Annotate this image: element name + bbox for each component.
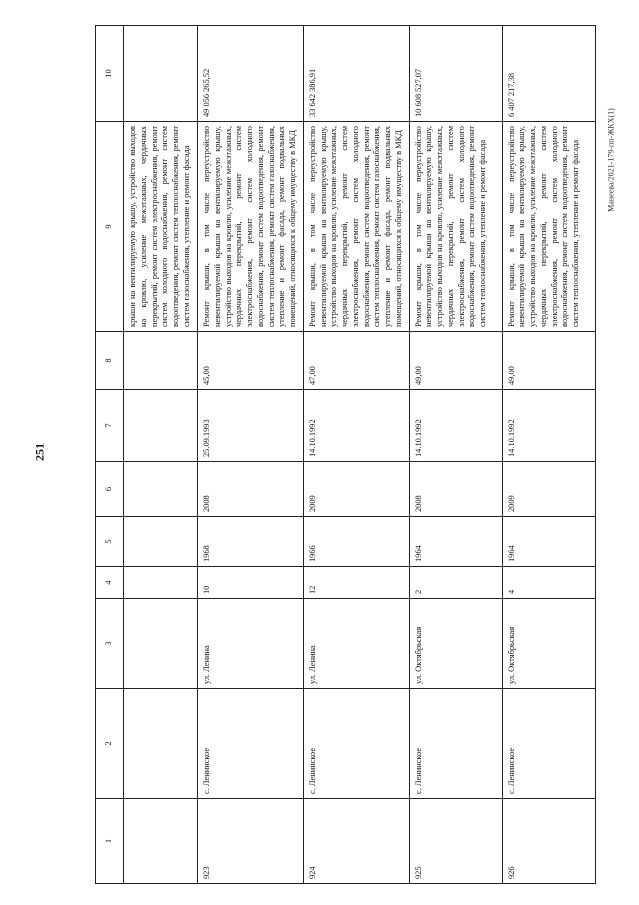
table-row bbox=[409, 26, 502, 884]
continuation-row bbox=[124, 26, 198, 884]
date: 14.10.1992 bbox=[409, 390, 502, 462]
year-value: 2008 bbox=[198, 462, 304, 517]
year-built: 1964 bbox=[409, 517, 502, 567]
house-number: 4 bbox=[502, 567, 595, 599]
column-number: 8 bbox=[96, 332, 124, 390]
settlement: с. Ленинское bbox=[198, 689, 304, 799]
street: ул. Ленина bbox=[198, 599, 304, 689]
table-row bbox=[303, 26, 409, 884]
work-description: крыши на вентилируемую крышу, устройство выходов на кровлю, усиление межэтажных, чердачных перекрытий, ремонт систем электроснабжения, ремонт систем холодного водоснабжения, ремонт систем водоотведения, ремонт систем теплоснабжения, ремонт систем газоснабжения, утепление и ремонт фасада bbox=[124, 122, 198, 332]
work-description: Ремонт крыши, в том числе переустройство невентилируемой крыши на вентилируемую крышу, устройство выходов на кровлю, усиление межэтажных, чердачных перекрытий, ремонт систем электроснабжения, ремонт систем холодного водоснабжения, ремонт систем водоотведения, ремонт систем теплоснабжения, ремонт систем газоснабжения, утепление и ремонт фасада, ремонт подвальных помещений, относящихся к общему имуществу в МКД bbox=[198, 122, 304, 332]
row-number: 926 bbox=[502, 799, 595, 884]
document-code: Манеева/2021-179-пп-ЖКХ(1) bbox=[606, 108, 616, 212]
work-description: Ремонт крыши, в том числе переустройство невентилируемой крыши на вентилируемую крышу, устройство выходов на кровлю, усиление межэтажных, чердачных перекрытий, ремонт систем электроснабжения, ремонт систем холодного водоснабжения, ремонт систем водоотведения, ремонт систем теплоснабжения, ремонт систем газоснабжения, утепление и ремонт фасада, ремонт подвальных помещений, относящихся к общему имуществу в МКД bbox=[303, 122, 409, 332]
value: 45,00 bbox=[198, 332, 304, 390]
capital-repair-table bbox=[95, 25, 596, 884]
column-number: 9 bbox=[96, 122, 124, 332]
page-number: 251 bbox=[32, 443, 47, 461]
year-built: 1968 bbox=[198, 517, 304, 567]
column-number-row bbox=[96, 26, 124, 884]
amount: 49 056 265,52 bbox=[198, 26, 304, 122]
house-number: 2 bbox=[409, 567, 502, 599]
column-number: 3 bbox=[96, 599, 124, 689]
column-number: 10 bbox=[96, 26, 124, 122]
year-built: 1966 bbox=[303, 517, 409, 567]
row-number: 924 bbox=[303, 799, 409, 884]
column-number: 6 bbox=[96, 462, 124, 517]
table-row bbox=[502, 26, 595, 884]
column-number: 1 bbox=[96, 799, 124, 884]
date: 14.10.1992 bbox=[502, 390, 595, 462]
column-number: 7 bbox=[96, 390, 124, 462]
street: ул. Октябрьская bbox=[502, 599, 595, 689]
rotated-table-wrapper bbox=[95, 26, 591, 884]
work-description: Ремонт крыши, в том числе переустройство невентилируемой крыши на вентилируемую крышу, устройство выходов на кровлю, усиление межэтажных, чердачных перекрытий, ремонт систем электроснабжения, ремонт систем холодного водоснабжения, ремонт систем водоотведения, ремонт систем теплоснабжения, утепление и ремонт фасада bbox=[409, 122, 502, 332]
table-row bbox=[198, 26, 304, 884]
row-number: 923 bbox=[198, 799, 304, 884]
year-value: 2009 bbox=[502, 462, 595, 517]
amount: 33 642 386,91 bbox=[303, 26, 409, 122]
year-built: 1964 bbox=[502, 517, 595, 567]
settlement: с. Ленинское bbox=[409, 689, 502, 799]
value: 49,00 bbox=[502, 332, 595, 390]
street: ул. Ленина bbox=[303, 599, 409, 689]
value: 47,00 bbox=[303, 332, 409, 390]
column-number: 5 bbox=[96, 517, 124, 567]
work-description: Ремонт крыши, в том числе переустройство невентилируемой крыши на вентилируемую крышу, устройство выходов на кровлю, усиление межэтажных, чердачных перекрытий, ремонт систем электроснабжения, ремонт систем холодного водоснабжения, ремонт систем водоотведения, ремонт систем теплоснабжения, утепление и ремонт фасада bbox=[502, 122, 595, 332]
row-number: 925 bbox=[409, 799, 502, 884]
amount: 10 608 527,07 bbox=[409, 26, 502, 122]
column-number: 2 bbox=[96, 689, 124, 799]
settlement: с. Ленинское bbox=[502, 689, 595, 799]
house-number: 10 bbox=[198, 567, 304, 599]
settlement: с. Ленинское bbox=[303, 689, 409, 799]
street: ул. Октябрьская bbox=[409, 599, 502, 689]
date: 14.10.1992 bbox=[303, 390, 409, 462]
year-value: 2008 bbox=[409, 462, 502, 517]
date: 25.09.1993 bbox=[198, 390, 304, 462]
column-number: 4 bbox=[96, 567, 124, 599]
value: 49,00 bbox=[409, 332, 502, 390]
year-value: 2009 bbox=[303, 462, 409, 517]
house-number: 12 bbox=[303, 567, 409, 599]
amount: 6 407 217,38 bbox=[502, 26, 595, 122]
